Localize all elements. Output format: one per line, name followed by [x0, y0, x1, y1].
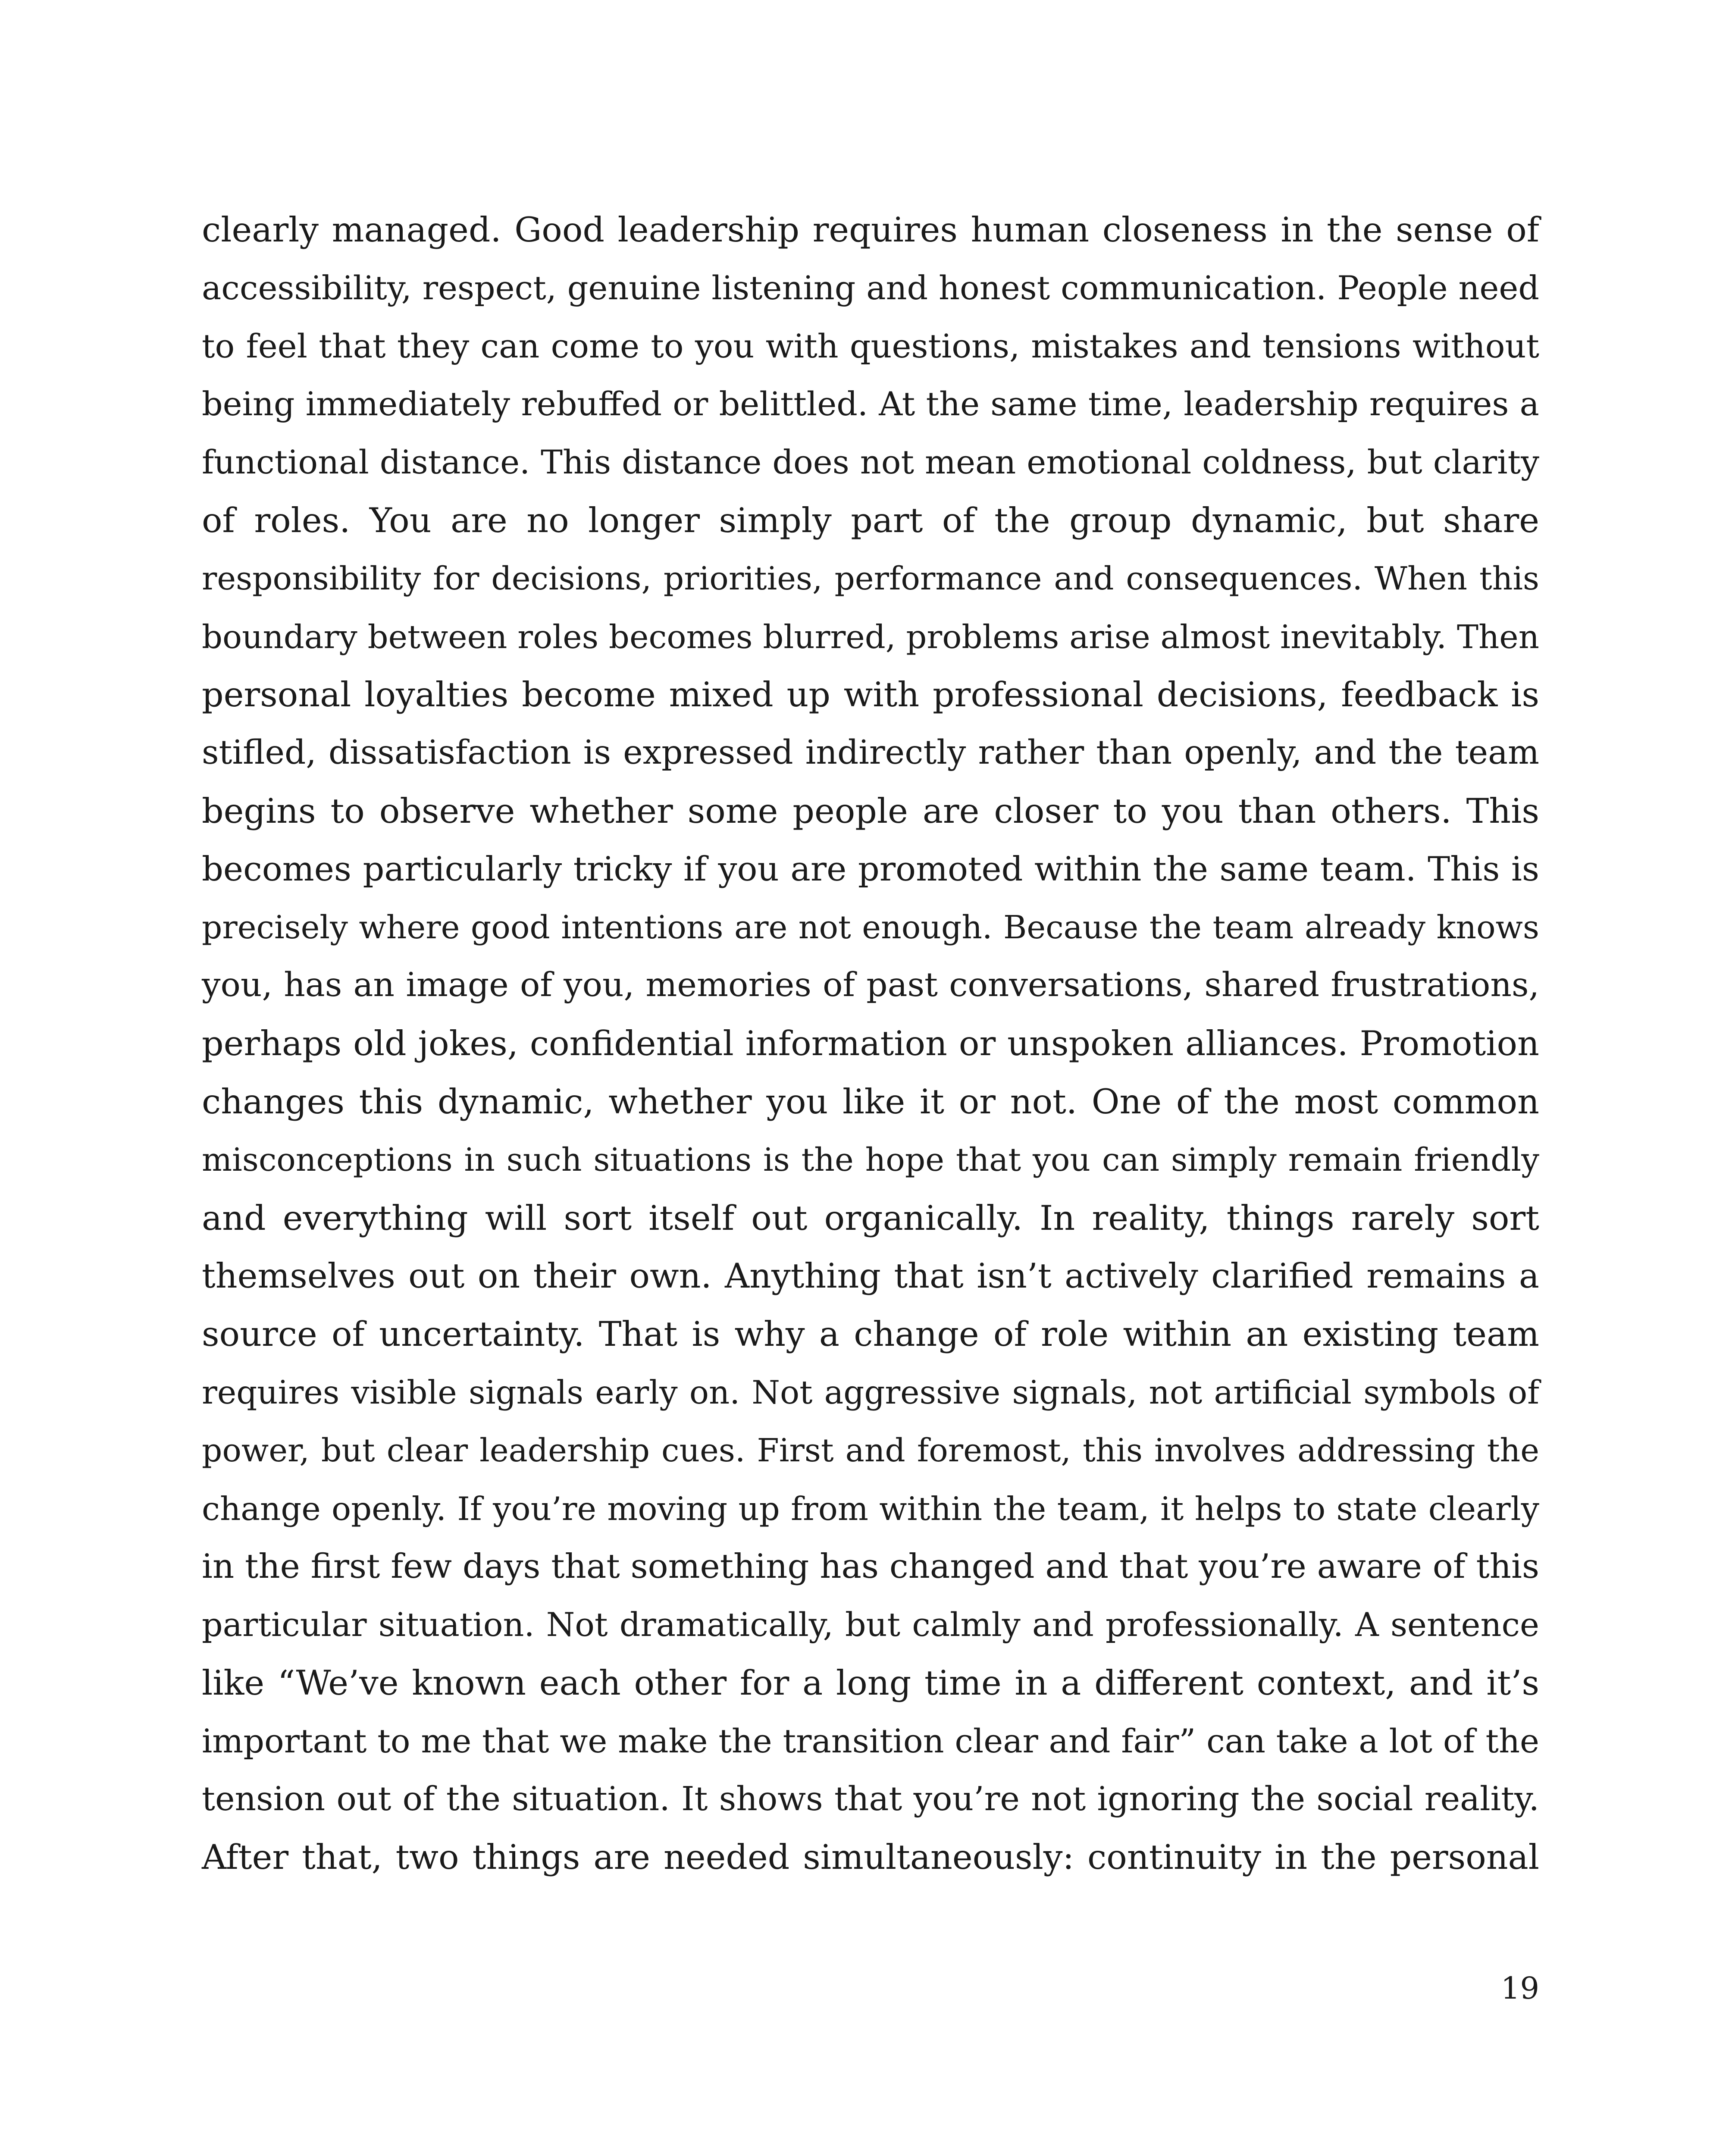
text-line: requires visible signals early on. Not aggressive signals, not artificial symbols of [202, 1373, 1539, 1411]
text-line: important to me that we make the transition clear and fair” can take a lot of the [202, 1721, 1539, 1760]
text-line: accessibility, respect, genuine listening and honest communication. People need [202, 268, 1539, 307]
text-line: boundary between roles becomes blurred, problems arise almost inevitably. Then [202, 617, 1539, 656]
text-line: functional distance. This distance does not mean emotional coldness, but clarity [202, 443, 1539, 482]
page-number: 19 [1500, 1971, 1539, 2006]
text-line: particular situation. Not dramatically, but calmly and professionally. A sentence [202, 1605, 1539, 1644]
text-line: changes this dynamic, whether you like it or not. One of the most common [202, 1081, 1539, 1122]
text-line: like “We’ve known each other for a long time in a different context, and it’s [202, 1663, 1539, 1703]
text-line: in the first few days that something has changed and that you’re aware of this [202, 1547, 1539, 1586]
text-line: After that, two things are needed simultaneously: continuity in the personal [202, 1837, 1539, 1877]
text-line: you, has an image of you, memories of past conversations, shared frustrations, [202, 966, 1539, 1005]
text-line: source of uncertainty. That is why a change of role within an existing team [202, 1314, 1539, 1354]
text-line: themselves out on their own. Anything that isn’t actively clarified remains a [202, 1256, 1539, 1296]
text-line: precisely where good intentions are not enough. Because the team already knows [202, 909, 1539, 946]
text-line: misconceptions in such situations is the hope that you can simply remain friendly [202, 1141, 1539, 1178]
text-line: clearly managed. Good leadership requires human closeness in the sense of [202, 210, 1539, 250]
text-line: personal loyalties become mixed up with professional decisions, feedback is [202, 675, 1539, 715]
text-line: of roles. You are no longer simply part of the group dynamic, but share [202, 500, 1539, 540]
text-line: to feel that they can come to you with questions, mistakes and tensions without [202, 326, 1539, 365]
text-line: and everything will sort itself out organically. In reality, things rarely sort [202, 1198, 1539, 1238]
text-line: becomes particularly tricky if you are promoted within the same team. This is [202, 849, 1539, 889]
text-line: stifled, dissatisfaction is expressed indirectly rather than openly, and the team [202, 733, 1539, 772]
body-text [202, 201, 1539, 1887]
text-line: change openly. If you’re moving up from within the team, it helps to state clearly [202, 1489, 1539, 1528]
text-line: begins to observe whether some people are closer to you than others. This [202, 791, 1539, 831]
text-line: tension out of the situation. It shows that you’re not ignoring the social reality. [202, 1780, 1539, 1818]
text-line: perhaps old jokes, confidential information or unspoken alliances. Promotion [202, 1024, 1539, 1064]
text-line: power, but clear leadership cues. First and foremost, this involves addressing the [202, 1432, 1539, 1469]
text-line: responsibility for decisions, priorities, performance and consequences. When this [202, 560, 1539, 597]
text-line: being immediately rebuffed or belittled. At the same time, leadership requires a [202, 385, 1539, 423]
